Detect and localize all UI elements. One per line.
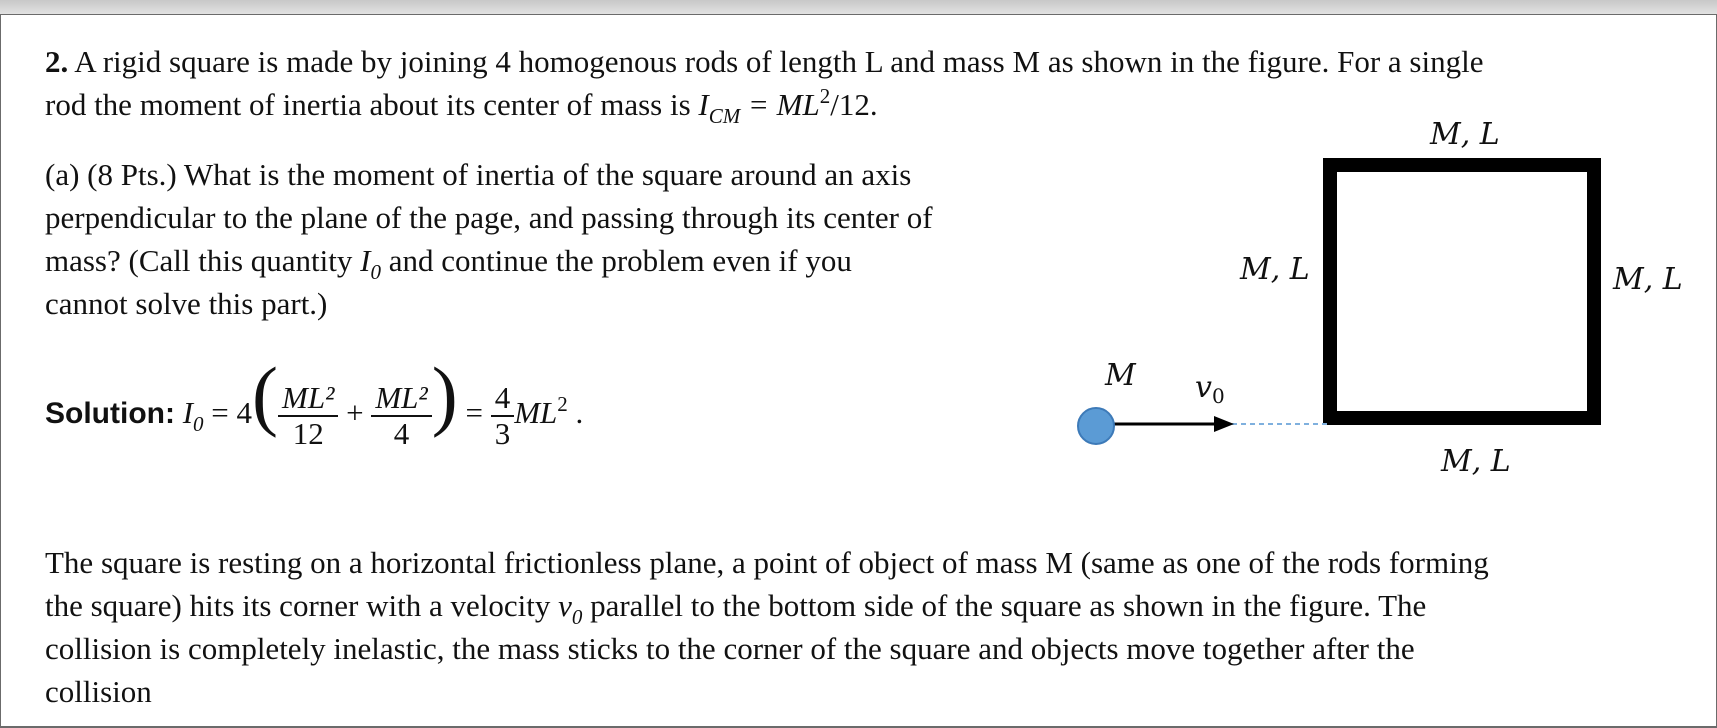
inertia-cm-formula: = $ML^2/12$.	[740, 84, 878, 122]
part-a-line-4: cannot solve this part.)	[45, 286, 328, 321]
fraction-ml2-over-12: $\frac{\text{ML²}}{12}$	[278, 381, 338, 451]
label-top-rod: M, L	[1430, 117, 1500, 152]
problem-text-2: rod the moment of inertia about its center of mass is	[45, 87, 691, 122]
fraction-ml2-over-4: $\frac{\text{ML²}}{4}$	[371, 381, 431, 451]
paragraph-line-3: collision is completely inelastic, the mass sticks to the corner of the square and objects move together after the	[45, 631, 1415, 666]
paragraph-line-4: collision	[45, 674, 152, 709]
label-point-mass: M	[1105, 358, 1136, 393]
problem-text-1: A rigid square is made by joining 4 homogenous rods of length L and mass M as shown in the figure. For a single	[74, 44, 1484, 79]
point-mass-ball	[1078, 408, 1114, 444]
paragraph-line-2: the square) hits its corner with a velocity $v_0$ parallel to the bottom side of the square as shown in the figure. The	[45, 588, 1427, 629]
part-a-line-1: (a) (8 Pts.) What is the moment of inertia of the square around an axis	[45, 157, 912, 192]
rigid-square	[1330, 165, 1594, 418]
right-paren: )	[431, 351, 458, 438]
plus-sign: +	[346, 395, 364, 430]
part-a-line-2: perpendicular to the plane of the page, and passing through its center of	[45, 200, 933, 235]
solution-equation: Solution: $I_0 = 4$( $\frac{\text{ML²}}{12}$ + $\frac{\text{ML²}}{4}$ ) = $\frac{4}{3}$ $ML^2$ .	[45, 351, 584, 451]
solution-equals-4: = 4	[211, 395, 253, 430]
solution-label: Solution:	[45, 397, 175, 430]
equals-sign: =	[465, 395, 483, 430]
part-a-line-3: mass? (Call this quantity $I_0$ and continue the problem even if you	[45, 243, 852, 284]
velocity-arrowhead	[1214, 416, 1234, 432]
problem-number: 2.	[45, 44, 69, 79]
left-paren: (	[252, 351, 279, 438]
paragraph-line-1: The square is resting on a horizontal frictionless plane, a point of object of mass M (same as one of the rods forming	[45, 545, 1489, 580]
solution-lhs: $I_0$	[182, 395, 204, 436]
label-bottom-rod: M, L	[1441, 444, 1511, 479]
label-right-rod: M, L	[1613, 262, 1683, 297]
solution-result: $ML^2$	[514, 392, 568, 430]
inertia-cm-symbol: $I_{CM}$	[698, 87, 741, 128]
fraction-4-over-3: $\frac{4}{3}$	[491, 381, 515, 451]
label-velocity: $v_0$	[1195, 370, 1225, 408]
label-left-rod: M, L	[1240, 252, 1310, 287]
